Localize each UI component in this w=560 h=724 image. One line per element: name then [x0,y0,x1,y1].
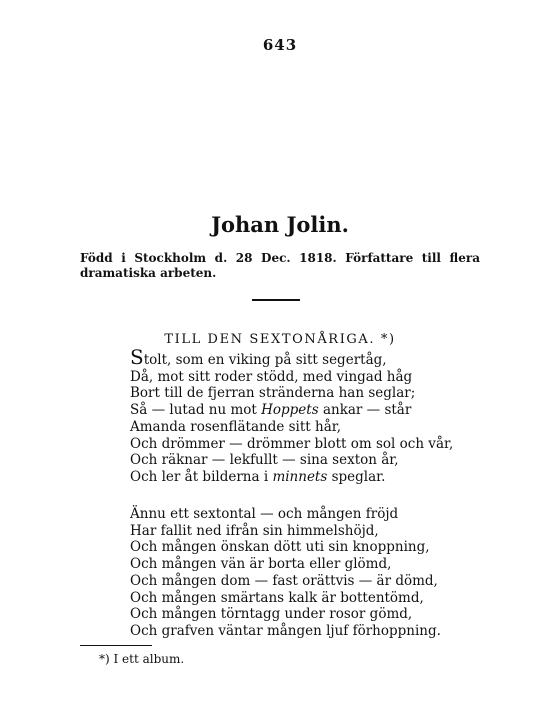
poem-line: Då, mot sitt roder stödd, med vingad håg [130,368,413,385]
poem-line [130,402,450,419]
emphasized-word: Hoppets [261,402,319,419]
poem-line-text: ankar — står [318,402,412,419]
author-name: Johan Jolin. [211,212,349,237]
poem-line-text: speglar. [327,468,386,485]
poem-line: Och mången dom — fast orättvis — är dömd, [130,572,438,589]
footnote-divider [80,645,152,646]
poem-line: Bort till de fjerran stränderna han seglar; [130,385,416,402]
poem-line-text: tolt, som en viking på sitt segertåg, [143,352,387,368]
poem-line: Amanda rosenflätande sitt hår, [130,418,342,435]
section-divider [252,299,300,301]
poem-line: Ännu ett sextontal — och mången fröjd [130,506,399,522]
poem-line: Och mången törntagg under rosor gömd, [130,606,413,623]
poem-line-text: Och ler åt bilderna i [130,468,273,485]
initial-letter: S [130,345,144,369]
poem-line [130,469,450,486]
poem-line: Och drömmer — drömmer blott om sol och vår, [130,435,454,452]
page-number: 643 [262,36,298,54]
poem-line: Och mången vän är borta eller glömd, [130,556,392,573]
emphasized-word: minnets [272,468,328,485]
footnote: *) I ett album. [99,652,185,666]
poem-stanza-1 [130,345,454,486]
poem-line [130,345,450,369]
poem-line: Och mången önskan dött uti sin knoppning, [130,539,430,556]
author-bio: Född i Stockholm d. 28 Dec. 1818. Författare till flera dramatiska arbeten. [80,251,480,280]
poem-line: Och grafven väntar mången ljuf förhoppning. [130,622,441,639]
poem-line-text: Så — lutad nu mot [130,402,262,419]
poem-line: Har fallit ned ifrån sin himmelshöjd, [130,522,379,539]
poem-stanza-2 [130,506,450,640]
poem-title: TILL DEN SEXTONÅRIGA. *) [164,332,396,347]
poem-line: Och mången smärtans kalk är bottentömd, [130,589,424,606]
poem-line: Och räknar — lekfullt — sina sexton år, [130,452,399,469]
